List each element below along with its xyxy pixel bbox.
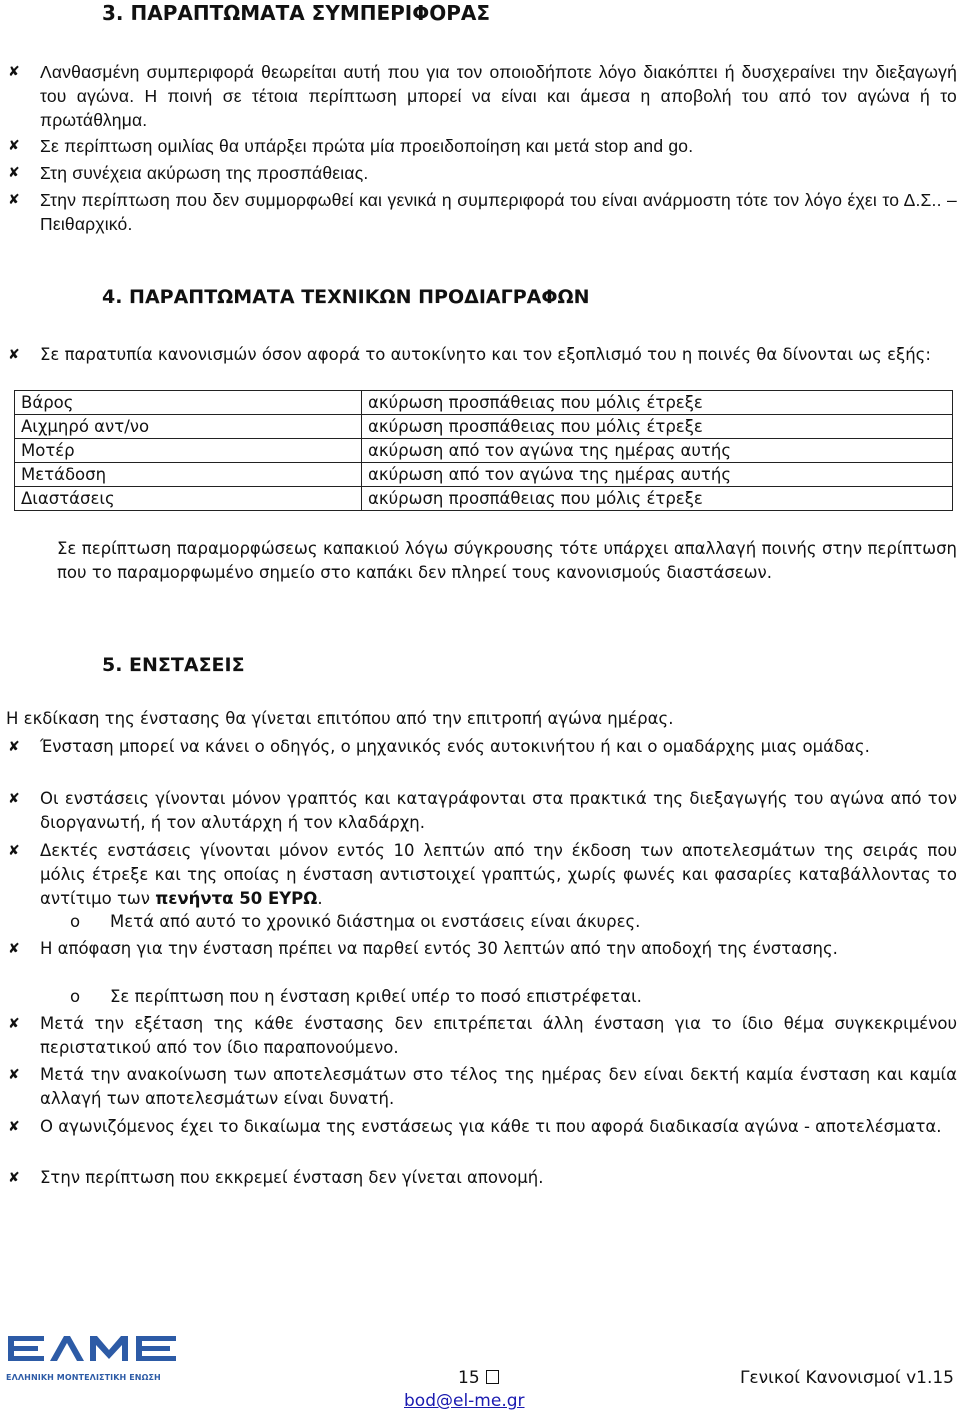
- cross-bullet-icon: ✘: [8, 941, 20, 957]
- document-title: Γενικοί Κανονισμοί v1.15: [739, 1368, 954, 1388]
- list-item-text: Ο αγωνιζόμενος έχει το δικαίωμα της ενστάσεως για κάθε τι που αφορά διαδικασία αγώνα - αποτελέσματα.: [40, 1117, 942, 1136]
- table-cell: ακύρωση προσπάθειας που μόλις έτρεξε: [362, 415, 953, 439]
- fee-text: Δεκτές ενστάσεις γίνονται μόνον εντός 10 λεπτών από την έκδοση των αποτελεσμάτων της σειράς που μόλις έτρεξε και της οποίας η ένσταση αντιστοιχεί γραπτώς, χωρίς φωνές και φασαρίες καταβάλλοντας το αντίτιμο των: [40, 841, 957, 908]
- table-cell: ακύρωση από τον αγώνα της ημέρας αυτής: [362, 439, 953, 463]
- table-cell: Μετάδοση: [15, 463, 362, 487]
- circle-bullet-icon: o: [70, 987, 81, 1006]
- cross-bullet-icon: ✘: [8, 165, 20, 181]
- cross-bullet-icon: ✘: [8, 1170, 20, 1186]
- cross-bullet-icon: ✘: [8, 791, 20, 807]
- cross-bullet-icon: ✘: [8, 138, 20, 154]
- list-item-text: Ένσταση μπορεί να κάνει ο οδηγός, ο μηχανικός ενός αυτοκινήτου ή και ο ομαδάρχης μιας ομάδας.: [40, 737, 870, 756]
- section-5-intro: Η εκδίκαση της ένστασης θα γίνεται επιτόπου από την επιτροπή αγώνα ημέρας.: [6, 709, 674, 728]
- penalty-table: [14, 390, 953, 511]
- table-row: [15, 463, 953, 487]
- logo-subtitle: ΕΛΛΗΝΙΚΗ ΜΟΝΤΕΛΙΣΤΙΚΗ ΕΝΩΣΗ: [6, 1373, 161, 1382]
- sub-list-item-text: Σε περίπτωση που η ένσταση κριθεί υπέρ το ποσό επιστρέφεται.: [110, 987, 642, 1006]
- table-cell: Βάρος: [15, 391, 362, 415]
- section-4-intro: Σε παρατυπία κανονισμών όσον αφορά το αυτοκίνητο και τον εξοπλισμό του η ποινές θα δίνονται ως εξής:: [40, 345, 931, 364]
- cross-bullet-icon: ✘: [8, 843, 20, 859]
- logo-letters: [6, 1334, 184, 1364]
- cross-bullet-icon: ✘: [8, 64, 20, 80]
- cross-bullet-icon: ✘: [8, 1067, 20, 1083]
- box-icon: [486, 1370, 499, 1384]
- cross-bullet-icon: ✘: [8, 1016, 20, 1032]
- list-item-text: Σε περίπτωση ομιλίας θα υπάρξει πρώτα μία προειδοποίηση και μετά stop and go.: [40, 136, 694, 156]
- list-item-text: Στην περίπτωση που δεν συμμορφωθεί και γενικά η συμπεριφορά του είναι ανάρμοστη τότε τον λόγο έχει το Δ.Σ.. – Πειθαρχικό.: [40, 190, 957, 234]
- list-item-text: Στη συνέχεια ακύρωση της προσπάθειας.: [40, 163, 369, 183]
- elme-logo: [6, 1334, 184, 1383]
- table-row: [15, 487, 953, 511]
- circle-bullet-icon: o: [70, 912, 81, 931]
- fee-end: .: [317, 889, 323, 908]
- table-cell: ακύρωση προσπάθειας που μόλις έτρεξε: [362, 487, 953, 511]
- table-cell: ακύρωση προσπάθειας που μόλις έτρεξε: [362, 391, 953, 415]
- cross-bullet-icon: ✘: [8, 192, 20, 208]
- list-item-text: [40, 839, 957, 911]
- cross-bullet-icon: ✘: [8, 347, 20, 363]
- sub-list-item-text: Μετά από αυτό το χρονικό διάστημα οι ενστάσεις είναι άκυρες.: [110, 912, 641, 931]
- table-cell: Μοτέρ: [15, 439, 362, 463]
- list-item-text: Μετά την ανακοίνωση των αποτελεσμάτων στο τέλος της ημέρας δεν είναι δεκτή καμία ένσταση και καμία αλλαγή των αποτελεσμάτων είναι δυνατή.: [40, 1065, 957, 1108]
- cross-bullet-icon: ✘: [8, 739, 20, 755]
- list-item-text: Οι ενστάσεις γίνονται μόνον γραπτός και καταγράφονται στα πρακτικά της διεξαγωγής του αγώνα από τον διοργανωτή, ή τον αλυτάρχη ή τον κλαδάρχη.: [40, 789, 957, 832]
- table-cell: Αιχμηρό αντ/νο: [15, 415, 362, 439]
- list-item-text: Λανθασμένη συμπεριφορά θεωρείται αυτή που για τον οποιοδήποτε λόγο διακόπτει ή δυσχεραίνει την διεξαγωγή του αγώνα. Η ποινή σε τέτοια περίπτωση μπορεί να είναι και άμεσα η αποβολή του από τον αγώνα ή το πρωτάθλημα.: [40, 62, 957, 130]
- cross-bullet-icon: ✘: [8, 1119, 20, 1135]
- table-cell: ακύρωση από τον αγώνα της ημέρας αυτής: [362, 463, 953, 487]
- table-cell: Διαστάσεις: [15, 487, 362, 511]
- table-row: [15, 415, 953, 439]
- fee-amount: πενήντα 50 ΕΥΡΩ: [155, 889, 318, 908]
- section-4-heading: 4. ΠΑΡΑΠΤΩΜΑΤΑ ΤΕΧΝΙΚΩΝ ΠΡΟΔΙΑΓΡΑΦΩΝ: [102, 286, 590, 308]
- table-row: [15, 439, 953, 463]
- section-4-note: Σε περίπτωση παραμορφώσεως καπακιού λόγω σύγκρουσης τότε υπάρχει απαλλαγή ποινής στην περίπτωση που το παραμορφωμένο σημείο στο καπάκι δεν πληρεί τους κανονισμούς διαστάσεων.: [57, 539, 957, 582]
- section-5-heading: 5. ΕΝΣΤΑΣΕΙΣ: [102, 654, 245, 676]
- section-3-heading: 3. ΠΑΡΑΠΤΩΜΑΤΑ ΣΥΜΠΕΡΙΦΟΡΑΣ: [102, 1, 491, 25]
- page-number: 15: [458, 1366, 499, 1390]
- email-link[interactable]: bod@el-me.gr: [404, 1391, 525, 1411]
- list-item-text: Η απόφαση για την ένσταση πρέπει να παρθεί εντός 30 λεπτών από την αποδοχή της ένστασης.: [40, 939, 838, 958]
- list-item-text: Μετά την εξέταση της κάθε ένστασης δεν επιτρέπεται άλλη ένσταση για το ίδιο θέμα συγκεκριμένου περιστατικού από τον ίδιο παραπονούμενο.: [40, 1014, 957, 1057]
- list-item-text: Στην περίπτωση που εκκρεμεί ένσταση δεν γίνεται απονομή.: [40, 1168, 544, 1187]
- table-row: [15, 391, 953, 415]
